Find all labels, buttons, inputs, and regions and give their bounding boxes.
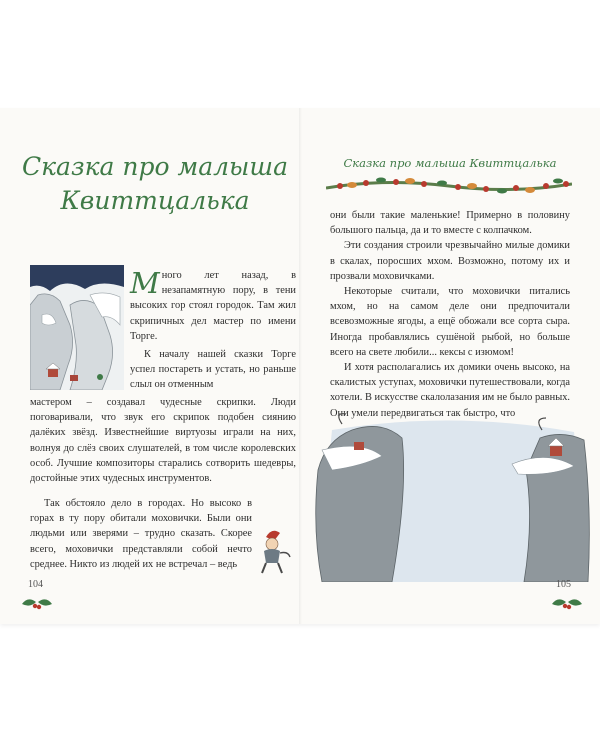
right-paragraph-1: они были такие маленькие! Примерно в половину большого пальца, да и то вместе с колпачком. xyxy=(330,210,570,237)
left-paragraph-1-text: ного лет назад, в незапамятную пору, в тени высоких гор стоял городок. Там жил скрипичных дел мастер по имени Торге. xyxy=(130,270,296,342)
running-head: Сказка про малыша Квиттцалька xyxy=(343,156,557,170)
right-paragraph-2: Эти создания строили чрезвычайно милые домики в скалах, поросших мхом. Возможно, потому их и прозвали моховичками. xyxy=(330,240,570,282)
chapter-title xyxy=(20,150,290,218)
left-page-number: 104 xyxy=(28,579,43,590)
right-paragraph-3: Некоторые считали, что моховички питались мхом, но на самом деле они предпочитали всевозможные ягоды, а ещё обожали все сорта сыра. Иногда пробавлялись сушёной рыбой, но больше всего на свете любили... кексы с изюмом! xyxy=(330,286,570,358)
garland-ornament xyxy=(326,172,572,198)
holly-ornament-left xyxy=(20,592,54,614)
left-paragraph-2-cont: мастером – создавал чудесные скрипки. Люди поговаривали, что звук его скрипок подобен сиянию далёких звёзд. Известнейшие виртуозы играли на них, волнуя до слёз своих слушателей, в том числе королевских особ. Лучшие композиторы старались сотворить шедевры, достойные этих чудесных инструментов. xyxy=(30,397,296,485)
drop-cap: М xyxy=(130,266,160,300)
chapter-title-line2: Квиттцалька xyxy=(60,186,250,215)
elf-illustration xyxy=(252,527,292,577)
left-paragraph-3: Так обстояло дело в городах. Но высоко в горах в ту пору обитали моховички. Были они людьми или зверями – трудно сказать. Скорее всего, моховички представляли собой нечто среднее. Никто из людей их не встречал – ведь xyxy=(30,498,252,570)
snowy-cliffs-illustration xyxy=(312,410,594,582)
chapter-title-line1: Сказка про малыша xyxy=(22,152,288,181)
left-paragraph-2-start: К началу нашей сказки Торге успел постареть и устать, но раньше слыл он отменным xyxy=(130,349,296,391)
mountain-illustration xyxy=(30,265,124,390)
holly-ornament-right xyxy=(550,592,584,614)
right-page-text xyxy=(330,208,570,421)
right-paragraph-4: И хотя располагались их домики очень высоко, на скалистых уступах, моховички путешествовали, когда хотели. В искусстве скалолазания им не было равных. Они умели передвигаться так быстро, что xyxy=(330,362,570,419)
right-page-number: 105 xyxy=(556,579,571,590)
book-gutter xyxy=(299,108,302,624)
left-paragraph-1 xyxy=(130,268,296,344)
